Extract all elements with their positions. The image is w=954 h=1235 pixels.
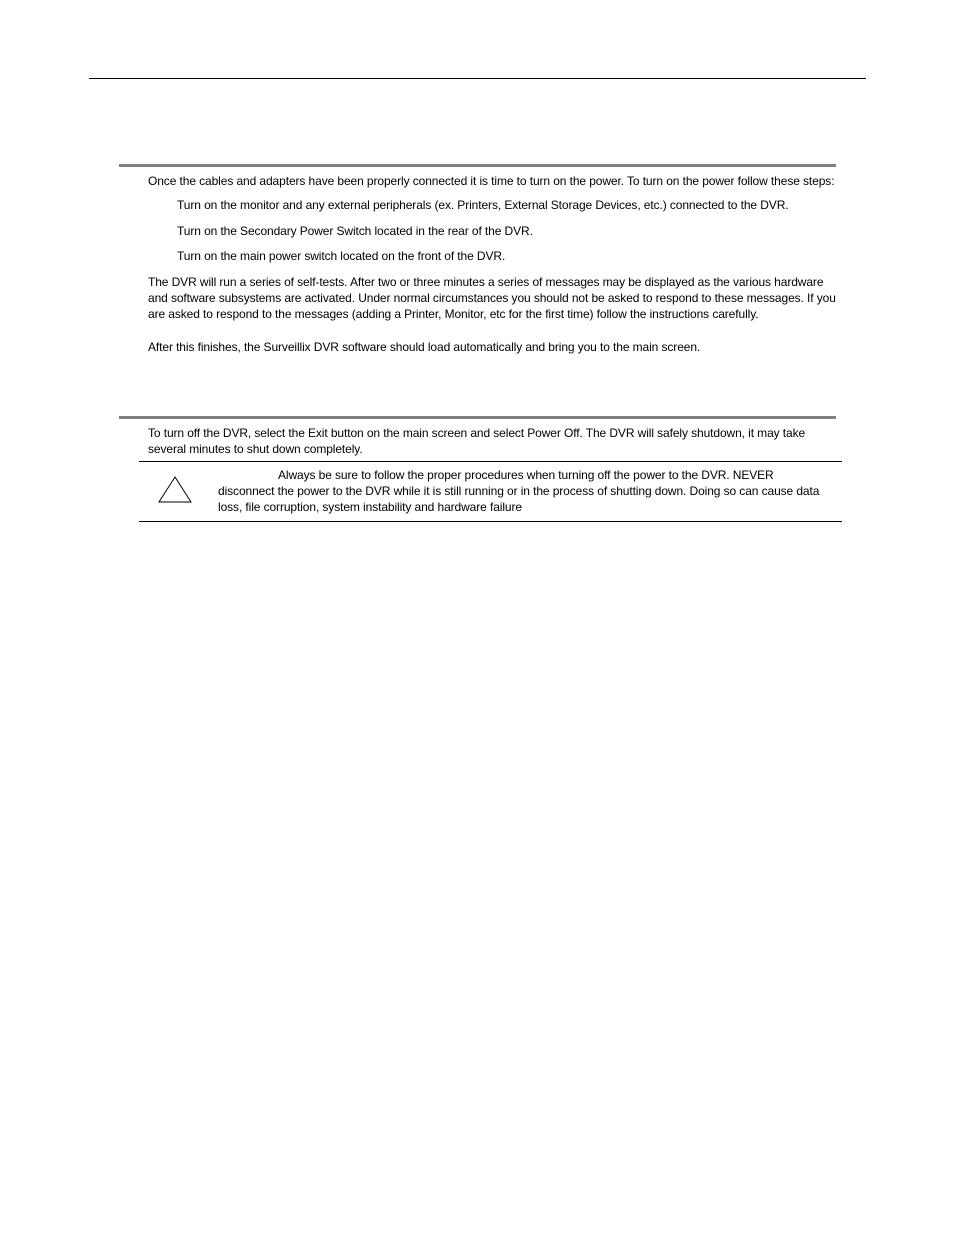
power-off-paragraph: To turn off the DVR, select the Exit button on the main screen and select Power Off. The DVR will safely shutdown, it may take several minutes to shut down completely. [148, 426, 806, 456]
self-test-paragraph: The DVR will run a series of self-tests. After two or three minutes a series of messages may be displayed as the various hardware and software subsystems are activated. Under normal circumstances you should not be asked to respond to these messages. If you are asked to respond to the messages (adding a Printer, Monitor, etc for the first time) follow the instructions carefully. [148, 275, 836, 321]
header-rule [89, 78, 866, 79]
power-on-intro: Once the cables and adapters have been properly connected it is time to turn on the power. To turn on the power follow these steps: [148, 174, 835, 188]
caution-note-text: Always be sure to follow the proper procedures when turning off the power to the DVR. NEVER disconnect the power to the DVR while it is still running or in the process of shutting down. Doing so can cause data loss, file corruption, system instability and hardware failure [218, 468, 820, 514]
section-divider-power-on [119, 164, 836, 167]
warning-triangle-icon [157, 476, 193, 504]
power-on-step-3: Turn on the main power switch located on the front of the DVR. [177, 249, 506, 263]
section-divider-power-off [119, 416, 836, 419]
power-on-step-1: Turn on the monitor and any external peripherals (ex. Printers, External Storage Devices, etc.) connected to the DVR. [177, 198, 789, 212]
finish-paragraph: After this finishes, the Surveillix DVR software should load automatically and bring you to the main screen. [148, 340, 701, 354]
power-on-step-2: Turn on the Secondary Power Switch located in the rear of the DVR. [177, 224, 533, 238]
